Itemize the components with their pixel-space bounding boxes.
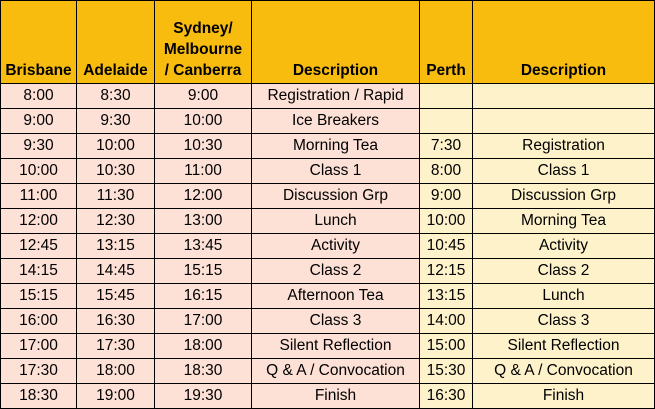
- cell-description-left: Lunch: [252, 209, 420, 234]
- cell-perth-time: 12:15: [420, 259, 473, 284]
- table-row: [1, 234, 655, 259]
- cell-description-left: Registration / Rapid: [252, 84, 420, 109]
- cell-brisbane-time: 18:30: [1, 384, 77, 409]
- cell-sydney-time: 18:30: [155, 359, 252, 384]
- table-row: [1, 209, 655, 234]
- cell-description-left: Discussion Grp: [252, 184, 420, 209]
- header-perth: Perth: [420, 1, 473, 84]
- table-row: [1, 184, 655, 209]
- cell-description-right: [473, 84, 655, 109]
- cell-description-left: Class 3: [252, 309, 420, 334]
- cell-description-left: Silent Reflection: [252, 334, 420, 359]
- cell-adelaide-time: 19:00: [77, 384, 155, 409]
- cell-description-right: Discussion Grp: [473, 184, 655, 209]
- cell-sydney-time: 9:00: [155, 84, 252, 109]
- cell-sydney-time: 18:00: [155, 334, 252, 359]
- header-brisbane: Brisbane: [1, 1, 77, 84]
- header-row: [1, 1, 655, 84]
- cell-brisbane-time: 17:00: [1, 334, 77, 359]
- cell-description-right: Class 3: [473, 309, 655, 334]
- table-row: [1, 384, 655, 409]
- table-row: [1, 109, 655, 134]
- table-row: [1, 84, 655, 109]
- cell-sydney-time: 11:00: [155, 159, 252, 184]
- cell-description-right: Activity: [473, 234, 655, 259]
- cell-sydney-time: 13:45: [155, 234, 252, 259]
- cell-description-left: Afternoon Tea: [252, 284, 420, 309]
- cell-sydney-time: 19:30: [155, 384, 252, 409]
- cell-adelaide-time: 10:00: [77, 134, 155, 159]
- cell-sydney-time: 17:00: [155, 309, 252, 334]
- cell-description-right: [473, 109, 655, 134]
- cell-perth-time: 10:45: [420, 234, 473, 259]
- cell-sydney-time: 12:00: [155, 184, 252, 209]
- cell-sydney-time: 13:00: [155, 209, 252, 234]
- cell-brisbane-time: 15:15: [1, 284, 77, 309]
- cell-adelaide-time: 17:30: [77, 334, 155, 359]
- schedule-body: [1, 84, 655, 409]
- table-row: [1, 134, 655, 159]
- table-row: [1, 284, 655, 309]
- cell-description-right: Finish: [473, 384, 655, 409]
- cell-description-left: Class 1: [252, 159, 420, 184]
- cell-perth-time: 14:00: [420, 309, 473, 334]
- cell-description-right: Class 2: [473, 259, 655, 284]
- cell-sydney-time: 10:00: [155, 109, 252, 134]
- cell-adelaide-time: 18:00: [77, 359, 155, 384]
- cell-perth-time: 9:00: [420, 184, 473, 209]
- table-row: [1, 359, 655, 384]
- cell-perth-time: [420, 109, 473, 134]
- cell-adelaide-time: 16:30: [77, 309, 155, 334]
- cell-brisbane-time: 17:30: [1, 359, 77, 384]
- cell-description-left: Q & A / Convocation: [252, 359, 420, 384]
- cell-brisbane-time: 16:00: [1, 309, 77, 334]
- cell-description-left: Finish: [252, 384, 420, 409]
- cell-perth-time: 15:00: [420, 334, 473, 359]
- cell-description-right: Class 1: [473, 159, 655, 184]
- header-sydney-line: Sydney/: [173, 20, 233, 37]
- table-row: [1, 309, 655, 334]
- cell-brisbane-time: 9:00: [1, 109, 77, 134]
- cell-description-left: Class 2: [252, 259, 420, 284]
- cell-adelaide-time: 13:15: [77, 234, 155, 259]
- cell-adelaide-time: 12:30: [77, 209, 155, 234]
- cell-perth-time: 13:15: [420, 284, 473, 309]
- cell-perth-time: 8:00: [420, 159, 473, 184]
- cell-sydney-time: 10:30: [155, 134, 252, 159]
- cell-brisbane-time: 10:00: [1, 159, 77, 184]
- cell-brisbane-time: 14:15: [1, 259, 77, 284]
- cell-perth-time: 16:30: [420, 384, 473, 409]
- cell-sydney-time: 16:15: [155, 284, 252, 309]
- cell-brisbane-time: 9:30: [1, 134, 77, 159]
- cell-brisbane-time: 12:45: [1, 234, 77, 259]
- header-sydney-melbourne-canberra: [155, 1, 252, 84]
- header-description-right: Description: [473, 1, 655, 84]
- cell-sydney-time: 15:15: [155, 259, 252, 284]
- header-adelaide: Adelaide: [77, 1, 155, 84]
- cell-perth-time: 15:30: [420, 359, 473, 384]
- header-canberra-line: / Canberra: [164, 62, 242, 79]
- cell-description-left: Activity: [252, 234, 420, 259]
- cell-perth-time: [420, 84, 473, 109]
- cell-description-left: Morning Tea: [252, 134, 420, 159]
- table-row: [1, 259, 655, 284]
- cell-brisbane-time: 12:00: [1, 209, 77, 234]
- cell-description-right: Lunch: [473, 284, 655, 309]
- cell-adelaide-time: 15:45: [77, 284, 155, 309]
- cell-description-right: Silent Reflection: [473, 334, 655, 359]
- header-melbourne-line: Melbourne: [163, 41, 243, 58]
- cell-adelaide-time: 8:30: [77, 84, 155, 109]
- cell-brisbane-time: 11:00: [1, 184, 77, 209]
- cell-description-right: Morning Tea: [473, 209, 655, 234]
- cell-perth-time: 7:30: [420, 134, 473, 159]
- header-description-left: Description: [252, 1, 420, 84]
- cell-adelaide-time: 14:45: [77, 259, 155, 284]
- cell-description-right: Registration: [473, 134, 655, 159]
- cell-perth-time: 10:00: [420, 209, 473, 234]
- cell-adelaide-time: 11:30: [77, 184, 155, 209]
- table-row: [1, 334, 655, 359]
- table-row: [1, 159, 655, 184]
- cell-brisbane-time: 8:00: [1, 84, 77, 109]
- cell-adelaide-time: 9:30: [77, 109, 155, 134]
- cell-description-left: Ice Breakers: [252, 109, 420, 134]
- cell-description-right: Q & A / Convocation: [473, 359, 655, 384]
- cell-adelaide-time: 10:30: [77, 159, 155, 184]
